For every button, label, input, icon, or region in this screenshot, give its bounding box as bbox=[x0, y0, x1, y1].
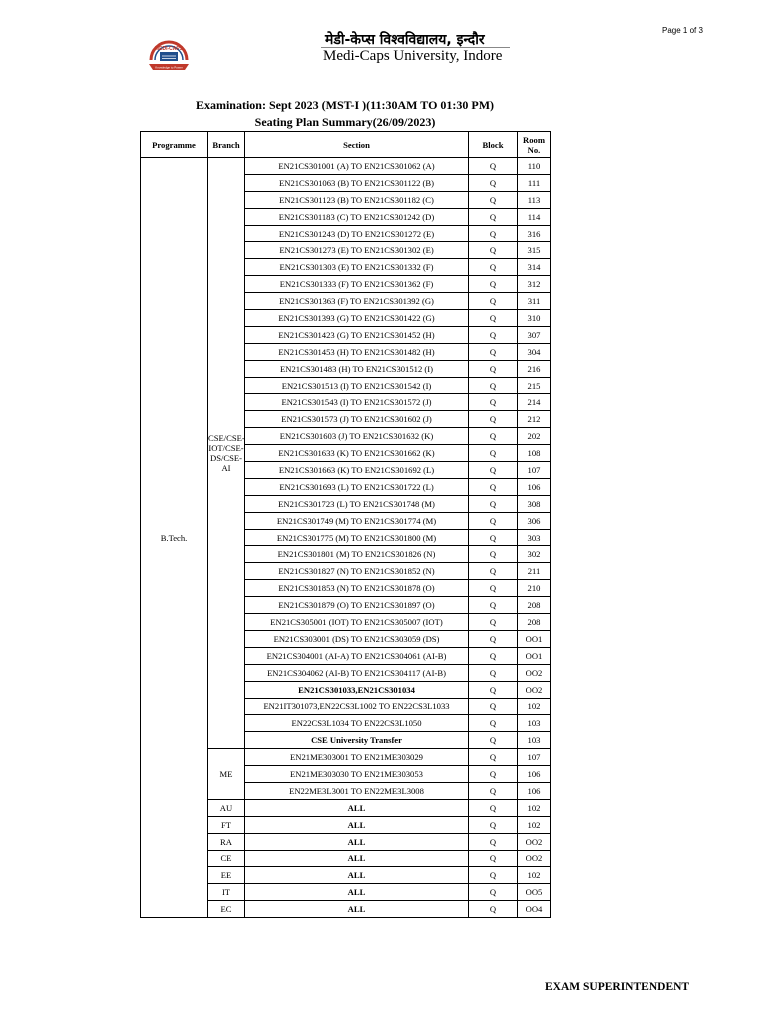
block-cell: Q bbox=[469, 563, 518, 580]
block-cell: Q bbox=[469, 242, 518, 259]
room-cell: OO2 bbox=[518, 850, 551, 867]
branch-cell: FT bbox=[208, 816, 245, 833]
block-cell: Q bbox=[469, 799, 518, 816]
university-english-name: Medi-Caps University, Indore bbox=[323, 48, 503, 64]
room-cell: 114 bbox=[518, 208, 551, 225]
block-cell: Q bbox=[469, 664, 518, 681]
room-cell: 106 bbox=[518, 782, 551, 799]
section-cell: EN21CS301273 (E) TO EN21CS301302 (E) bbox=[245, 242, 469, 259]
branch-cell: EC bbox=[208, 901, 245, 918]
block-cell: Q bbox=[469, 174, 518, 191]
branch-cell: CSE/CSE-IOT/CSE-DS/CSE-AI bbox=[208, 158, 245, 749]
header-room: Room No. bbox=[518, 132, 551, 158]
section-cell: EN21CS301183 (C) TO EN21CS301242 (D) bbox=[245, 208, 469, 225]
section-cell: EN21ME303030 TO EN21ME303053 bbox=[245, 766, 469, 783]
room-cell: OO2 bbox=[518, 833, 551, 850]
room-cell: 314 bbox=[518, 259, 551, 276]
room-cell: OO1 bbox=[518, 647, 551, 664]
branch-cell: EE bbox=[208, 867, 245, 884]
room-cell: 110 bbox=[518, 158, 551, 175]
section-cell: EN21CS301243 (D) TO EN21CS301272 (E) bbox=[245, 225, 469, 242]
room-cell: 211 bbox=[518, 563, 551, 580]
section-cell: EN21CS304001 (AI-A) TO EN21CS304061 (AI-B) bbox=[245, 647, 469, 664]
block-cell: Q bbox=[469, 833, 518, 850]
section-cell: EN21CS301423 (G) TO EN21CS301452 (H) bbox=[245, 326, 469, 343]
block-cell: Q bbox=[469, 546, 518, 563]
room-cell: 307 bbox=[518, 326, 551, 343]
block-cell: Q bbox=[469, 614, 518, 631]
block-cell: Q bbox=[469, 732, 518, 749]
section-cell: EN21CS301303 (E) TO EN21CS301332 (F) bbox=[245, 259, 469, 276]
block-cell: Q bbox=[469, 225, 518, 242]
block-cell: Q bbox=[469, 158, 518, 175]
block-cell: Q bbox=[469, 411, 518, 428]
section-cell: EN21CS301483 (H) TO EN21CS301512 (I) bbox=[245, 360, 469, 377]
room-cell: 212 bbox=[518, 411, 551, 428]
room-cell: 103 bbox=[518, 732, 551, 749]
block-cell: Q bbox=[469, 529, 518, 546]
seating-plan-table bbox=[140, 131, 551, 918]
branch-cell: IT bbox=[208, 884, 245, 901]
section-cell: EN22ME3L3001 TO EN22ME3L3008 bbox=[245, 782, 469, 799]
section-cell: EN21CS301633 (K) TO EN21CS301662 (K) bbox=[245, 445, 469, 462]
section-cell: EN21ME303001 TO EN21ME303029 bbox=[245, 749, 469, 766]
table-header-row bbox=[141, 132, 551, 158]
room-cell: 106 bbox=[518, 766, 551, 783]
block-cell: Q bbox=[469, 884, 518, 901]
section-cell: EN21CS301453 (H) TO EN21CS301482 (H) bbox=[245, 343, 469, 360]
block-cell: Q bbox=[469, 259, 518, 276]
table-row bbox=[141, 158, 551, 175]
room-cell: OO2 bbox=[518, 664, 551, 681]
room-cell: 306 bbox=[518, 512, 551, 529]
section-cell: EN21CS301363 (F) TO EN21CS301392 (G) bbox=[245, 293, 469, 310]
section-cell: ALL bbox=[245, 867, 469, 884]
section-cell: EN21CS304062 (AI-B) TO EN21CS304117 (AI-B) bbox=[245, 664, 469, 681]
university-logo bbox=[145, 34, 193, 74]
room-cell: OO5 bbox=[518, 884, 551, 901]
section-cell: ALL bbox=[245, 799, 469, 816]
branch-cell: ME bbox=[208, 749, 245, 800]
section-cell: EN22CS3L1034 TO EN22CS3L1050 bbox=[245, 715, 469, 732]
block-cell: Q bbox=[469, 276, 518, 293]
block-cell: Q bbox=[469, 715, 518, 732]
header-block: Block bbox=[469, 132, 518, 158]
section-cell: EN21CS301063 (B) TO EN21CS301122 (B) bbox=[245, 174, 469, 191]
block-cell: Q bbox=[469, 512, 518, 529]
section-cell: ALL bbox=[245, 816, 469, 833]
section-cell: EN21CS301693 (L) TO EN21CS301722 (L) bbox=[245, 478, 469, 495]
block-cell: Q bbox=[469, 681, 518, 698]
branch-cell: RA bbox=[208, 833, 245, 850]
block-cell: Q bbox=[469, 478, 518, 495]
block-cell: Q bbox=[469, 445, 518, 462]
room-cell: 202 bbox=[518, 428, 551, 445]
room-cell: 107 bbox=[518, 749, 551, 766]
block-cell: Q bbox=[469, 766, 518, 783]
university-hindi-name: मेडी-केप्स विश्वविद्यालय, इन्दौर bbox=[325, 32, 485, 48]
block-cell: Q bbox=[469, 191, 518, 208]
room-cell: 102 bbox=[518, 799, 551, 816]
table-body bbox=[141, 158, 551, 918]
logo-tagline: Knowledge to Power bbox=[155, 65, 183, 70]
room-cell: 215 bbox=[518, 377, 551, 394]
programme-cell: B.Tech. bbox=[141, 158, 208, 918]
block-cell: Q bbox=[469, 647, 518, 664]
block-cell: Q bbox=[469, 816, 518, 833]
branch-cell: CE bbox=[208, 850, 245, 867]
section-cell: EN21CS301573 (J) TO EN21CS301602 (J) bbox=[245, 411, 469, 428]
room-cell: 102 bbox=[518, 867, 551, 884]
block-cell: Q bbox=[469, 293, 518, 310]
section-cell: EN21CS301723 (L) TO EN21CS301748 (M) bbox=[245, 495, 469, 512]
block-cell: Q bbox=[469, 630, 518, 647]
room-cell: 302 bbox=[518, 546, 551, 563]
section-cell: EN21CS301749 (M) TO EN21CS301774 (M) bbox=[245, 512, 469, 529]
section-cell: ALL bbox=[245, 850, 469, 867]
room-cell: 106 bbox=[518, 478, 551, 495]
section-cell: EN21CS301393 (G) TO EN21CS301422 (G) bbox=[245, 310, 469, 327]
room-cell: OO1 bbox=[518, 630, 551, 647]
section-cell: EN21CS301033,EN21CS301034 bbox=[245, 681, 469, 698]
block-cell: Q bbox=[469, 597, 518, 614]
section-cell: CSE University Transfer bbox=[245, 732, 469, 749]
block-cell: Q bbox=[469, 749, 518, 766]
section-cell: EN21CS301775 (M) TO EN21CS301800 (M) bbox=[245, 529, 469, 546]
room-cell: 316 bbox=[518, 225, 551, 242]
section-cell: EN21CS305001 (IOT) TO EN21CS305007 (IOT) bbox=[245, 614, 469, 631]
header-branch: Branch bbox=[208, 132, 245, 158]
block-cell: Q bbox=[469, 360, 518, 377]
room-cell: 103 bbox=[518, 715, 551, 732]
room-cell: OO2 bbox=[518, 681, 551, 698]
section-cell: EN21CS301333 (F) TO EN21CS301362 (F) bbox=[245, 276, 469, 293]
block-cell: Q bbox=[469, 326, 518, 343]
seating-plan-title: Seating Plan Summary(26/09/2023) bbox=[254, 115, 436, 129]
room-cell: 208 bbox=[518, 614, 551, 631]
block-cell: Q bbox=[469, 377, 518, 394]
section-cell: EN21CS301827 (N) TO EN21CS301852 (N) bbox=[245, 563, 469, 580]
room-cell: 311 bbox=[518, 293, 551, 310]
section-cell: EN21CS301853 (N) TO EN21CS301878 (O) bbox=[245, 580, 469, 597]
branch-cell: AU bbox=[208, 799, 245, 816]
block-cell: Q bbox=[469, 310, 518, 327]
section-cell: EN21CS301123 (B) TO EN21CS301182 (C) bbox=[245, 191, 469, 208]
header-section: Section bbox=[245, 132, 469, 158]
section-cell: ALL bbox=[245, 833, 469, 850]
block-cell: Q bbox=[469, 208, 518, 225]
room-cell: 102 bbox=[518, 698, 551, 715]
room-cell: 312 bbox=[518, 276, 551, 293]
logo-text: MEDI-CAPS bbox=[154, 46, 184, 52]
block-cell: Q bbox=[469, 495, 518, 512]
section-cell: EN21CS303001 (DS) TO EN21CS303059 (DS) bbox=[245, 630, 469, 647]
section-cell: EN21CS301603 (J) TO EN21CS301632 (K) bbox=[245, 428, 469, 445]
room-cell: 304 bbox=[518, 343, 551, 360]
room-cell: 315 bbox=[518, 242, 551, 259]
section-cell: EN21CS301513 (I) TO EN21CS301542 (I) bbox=[245, 377, 469, 394]
block-cell: Q bbox=[469, 394, 518, 411]
room-cell: 216 bbox=[518, 360, 551, 377]
section-cell: ALL bbox=[245, 901, 469, 918]
exam-superintendent-signature: EXAM SUPERINTENDENT bbox=[545, 981, 690, 993]
section-cell: EN21CS301543 (I) TO EN21CS301572 (J) bbox=[245, 394, 469, 411]
room-cell: 107 bbox=[518, 462, 551, 479]
block-cell: Q bbox=[469, 901, 518, 918]
section-cell: EN21IT301073,EN22CS3L1002 TO EN22CS3L1033 bbox=[245, 698, 469, 715]
section-cell: EN21CS301879 (O) TO EN21CS301897 (O) bbox=[245, 597, 469, 614]
block-cell: Q bbox=[469, 343, 518, 360]
room-cell: 214 bbox=[518, 394, 551, 411]
exam-title: Examination: Sept 2023 (MST-I )(11:30AM TO 01:30 PM) bbox=[195, 98, 495, 112]
section-cell: EN21CS301663 (K) TO EN21CS301692 (L) bbox=[245, 462, 469, 479]
room-cell: 208 bbox=[518, 597, 551, 614]
room-cell: 102 bbox=[518, 816, 551, 833]
block-cell: Q bbox=[469, 850, 518, 867]
block-cell: Q bbox=[469, 698, 518, 715]
section-cell: EN21CS301001 (A) TO EN21CS301062 (A) bbox=[245, 158, 469, 175]
room-cell: 310 bbox=[518, 310, 551, 327]
block-cell: Q bbox=[469, 462, 518, 479]
block-cell: Q bbox=[469, 782, 518, 799]
page-number: Page 1 of 3 bbox=[662, 26, 703, 35]
room-cell: 303 bbox=[518, 529, 551, 546]
room-cell: 108 bbox=[518, 445, 551, 462]
room-cell: 210 bbox=[518, 580, 551, 597]
room-cell: 111 bbox=[518, 174, 551, 191]
header-programme: Programme bbox=[141, 132, 208, 158]
block-cell: Q bbox=[469, 867, 518, 884]
room-cell: OO4 bbox=[518, 901, 551, 918]
section-cell: EN21CS301801 (M) TO EN21CS301826 (N) bbox=[245, 546, 469, 563]
room-cell: 113 bbox=[518, 191, 551, 208]
block-cell: Q bbox=[469, 428, 518, 445]
section-cell: ALL bbox=[245, 884, 469, 901]
room-cell: 308 bbox=[518, 495, 551, 512]
block-cell: Q bbox=[469, 580, 518, 597]
